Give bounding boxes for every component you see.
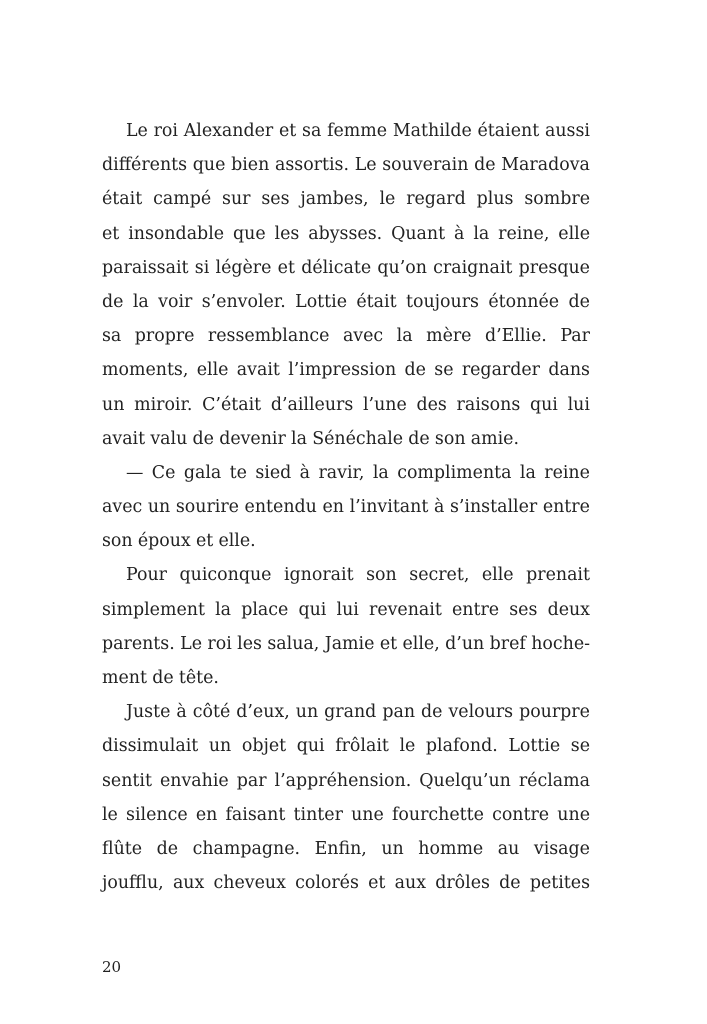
word: sa <box>102 326 122 347</box>
word: son <box>366 565 397 586</box>
word: s’installer <box>449 497 538 518</box>
word: pan <box>382 702 416 723</box>
word: un <box>147 497 171 518</box>
word: elle <box>196 360 229 381</box>
word: Par <box>560 326 590 347</box>
word: dans <box>548 360 590 381</box>
word: qui <box>298 599 327 620</box>
word: était <box>356 291 397 312</box>
word: cheveux <box>213 873 286 894</box>
word: simplement <box>102 599 205 620</box>
word: était <box>102 189 143 210</box>
word: lui <box>336 599 359 620</box>
text-line <box>102 285 590 319</box>
word: Lottie <box>508 736 561 757</box>
word: devenir <box>219 428 286 449</box>
word: aussi <box>544 121 590 141</box>
word: délicate <box>301 257 372 278</box>
word: visage <box>533 838 590 859</box>
word: valu <box>150 428 188 449</box>
word: un <box>102 394 125 415</box>
word: de <box>499 873 521 894</box>
word: si <box>194 257 210 278</box>
word: la <box>372 462 389 483</box>
text-line <box>102 798 590 832</box>
word: dissimulait <box>102 736 199 757</box>
word: deux <box>547 599 590 620</box>
word: une <box>557 804 590 825</box>
text-line <box>102 353 590 387</box>
word: plafond. <box>425 736 498 757</box>
word: bien <box>231 155 270 176</box>
body-text <box>102 114 590 900</box>
word: une <box>351 804 384 825</box>
word: avec <box>342 326 384 347</box>
word: le <box>379 189 396 210</box>
word: la <box>132 291 149 312</box>
word: voir <box>158 291 193 312</box>
word: Le <box>126 121 148 141</box>
text-line <box>102 388 590 422</box>
word: propre <box>134 326 195 347</box>
text-line <box>102 661 590 695</box>
text-line <box>102 490 590 524</box>
word: de <box>102 291 124 312</box>
word: étaient <box>477 121 540 141</box>
word: différents <box>102 155 188 176</box>
word: et <box>277 257 295 278</box>
word: par <box>236 770 267 791</box>
word: sa <box>302 121 322 141</box>
word: entre <box>542 497 590 518</box>
word: contre <box>492 804 550 825</box>
text-line <box>102 832 590 866</box>
word: d’Ellie. <box>484 326 547 347</box>
word: flûte <box>102 838 143 859</box>
word: se <box>434 360 454 381</box>
word: l’invitant <box>349 497 429 518</box>
word: Alexander <box>183 121 274 141</box>
word: réclama <box>518 770 590 791</box>
word: prenait <box>526 565 590 586</box>
word: sombre <box>524 189 590 210</box>
word: de <box>408 428 430 449</box>
word: silence <box>126 804 188 825</box>
word: en <box>195 804 218 825</box>
word: tête. <box>178 668 219 688</box>
word: le <box>399 736 416 757</box>
text-line <box>102 148 590 182</box>
text-line <box>102 866 590 900</box>
word: qui <box>296 736 325 757</box>
word: d’eux, <box>236 702 290 723</box>
word: — <box>126 462 144 483</box>
word: les <box>237 633 262 654</box>
word: reine, <box>498 223 550 244</box>
text-line <box>102 251 590 285</box>
word: Juste <box>126 702 171 723</box>
word: ses <box>509 599 538 620</box>
page-number: 20 <box>102 958 122 976</box>
word: Ce <box>151 462 176 483</box>
text-line <box>102 319 590 353</box>
word: Jamie <box>324 633 375 654</box>
word: Quelqu’un <box>419 770 511 791</box>
word: sourire <box>175 497 239 518</box>
word: revenait <box>369 599 442 620</box>
word: raisons <box>456 394 521 415</box>
word: toujours <box>405 291 479 312</box>
word: étonnée <box>488 291 560 312</box>
word: et <box>379 633 398 654</box>
word: souverain <box>382 155 469 176</box>
word: assortis. <box>274 155 349 176</box>
word: époux <box>137 531 191 552</box>
word: objet <box>241 736 287 757</box>
word: Sénéchale <box>312 428 404 449</box>
word: elle <box>481 565 514 586</box>
word: aux <box>394 873 427 894</box>
word: champagne. <box>192 838 301 859</box>
word: se <box>570 736 590 757</box>
word: côté <box>192 702 231 723</box>
word: à <box>299 462 311 483</box>
word: les <box>274 223 300 244</box>
word: frôlait <box>335 736 389 757</box>
word: place <box>241 599 289 620</box>
word: paraissait <box>102 257 189 278</box>
word: la <box>215 599 232 620</box>
text-line <box>102 558 590 592</box>
word: de <box>404 360 426 381</box>
word: C’était <box>202 394 262 415</box>
word: et <box>278 121 297 141</box>
word: légère <box>215 257 272 278</box>
word: amie. <box>470 428 519 449</box>
word: gala <box>183 462 222 483</box>
word: qu’on <box>377 257 427 278</box>
word: de <box>156 838 179 859</box>
word: pourpre <box>519 702 590 723</box>
word: craignait <box>433 257 513 278</box>
word: que <box>232 223 266 244</box>
word: ressemblance <box>207 326 330 347</box>
word: d’ailleurs <box>270 394 354 415</box>
text-line <box>102 114 590 148</box>
word: mère <box>426 326 472 347</box>
word: tinter <box>293 804 343 825</box>
word: roi <box>153 121 178 141</box>
word: Le <box>180 633 202 654</box>
word: à <box>433 497 445 518</box>
word: avait <box>236 360 280 381</box>
word: elle, <box>402 633 440 654</box>
word: insondable <box>128 223 225 244</box>
word: regarder <box>461 360 540 381</box>
word: l’une <box>362 394 407 415</box>
word: ignorait <box>283 565 354 586</box>
word: son <box>434 428 466 449</box>
word: Quant <box>391 223 446 244</box>
word: hoche- <box>531 633 590 654</box>
word: Pour <box>126 565 167 586</box>
word: un <box>208 736 232 757</box>
word: campé <box>153 189 212 210</box>
word: Enfin, <box>314 838 367 859</box>
word: que <box>192 155 226 176</box>
word: bref <box>489 633 526 654</box>
word: et <box>195 531 214 552</box>
word: quiconque <box>179 565 272 586</box>
word: Lottie <box>295 291 347 312</box>
word: femme <box>327 121 388 141</box>
text-line <box>102 182 590 216</box>
word: l’impression <box>288 360 397 381</box>
word: avait <box>102 428 146 449</box>
word: qui <box>529 394 558 415</box>
word: la <box>291 428 307 449</box>
word: entre <box>452 599 500 620</box>
word: jambes, <box>300 189 369 210</box>
text-line <box>102 524 590 558</box>
word: à <box>454 223 465 244</box>
word: un <box>295 702 319 723</box>
word: miroir. <box>134 394 193 415</box>
word: le <box>102 804 118 825</box>
word: reine <box>544 462 590 483</box>
word: parents. <box>102 633 175 654</box>
word: aux <box>172 873 205 894</box>
word: et <box>102 223 120 244</box>
word: Le <box>354 155 377 176</box>
word: Mathilde <box>392 121 472 141</box>
text-line <box>102 456 590 490</box>
word: de <box>152 668 174 688</box>
word: colorés <box>295 873 359 894</box>
word: de <box>192 428 214 449</box>
word: moments, <box>102 360 189 381</box>
word: fourchette <box>391 804 484 825</box>
word: secret, <box>409 565 470 586</box>
word: salua, <box>267 633 320 654</box>
word: lui <box>567 394 590 415</box>
word: ses <box>261 189 290 210</box>
word: la <box>396 326 413 347</box>
word: te <box>229 462 247 483</box>
word: à <box>176 702 187 723</box>
word: de <box>421 702 443 723</box>
word: Maradova <box>501 155 590 176</box>
text-line <box>102 627 590 661</box>
word: et <box>368 873 386 894</box>
word: regard <box>406 189 466 210</box>
word: elle. <box>218 531 256 552</box>
text-line <box>102 593 590 627</box>
word: la <box>519 462 536 483</box>
word: entendu <box>244 497 317 518</box>
word: sied <box>255 462 292 483</box>
word: presque <box>518 257 590 278</box>
word: d’un <box>445 633 485 654</box>
text-line <box>102 764 590 798</box>
text-line <box>102 217 590 251</box>
word: petites <box>529 873 590 894</box>
word: grand <box>324 702 377 723</box>
text-line <box>102 729 590 763</box>
word: ment <box>102 668 147 688</box>
word: envahie <box>159 770 229 791</box>
word: de <box>568 291 590 312</box>
word: velours <box>448 702 514 723</box>
word: un <box>381 838 404 859</box>
word: roi <box>207 633 232 654</box>
word: ravir, <box>318 462 365 483</box>
word: la <box>473 223 490 244</box>
word: de <box>474 155 496 176</box>
word: faisant <box>225 804 286 825</box>
word: s’envoler. <box>201 291 286 312</box>
text-line <box>102 422 590 456</box>
word: sentit <box>102 770 152 791</box>
word: homme <box>418 838 484 859</box>
word: sur <box>222 189 251 210</box>
word: abysses. <box>308 223 383 244</box>
word: elle <box>558 223 590 244</box>
word: des <box>416 394 447 415</box>
word: avec <box>102 497 143 518</box>
word: son <box>102 531 133 552</box>
word: complimenta <box>397 462 512 483</box>
text-line <box>102 695 590 729</box>
word: plus <box>476 189 514 210</box>
word: joufflu, <box>102 873 164 894</box>
word: drôles <box>435 873 490 894</box>
word: l’appréhension. <box>274 770 412 791</box>
word: en <box>322 497 344 518</box>
word: au <box>497 838 520 859</box>
